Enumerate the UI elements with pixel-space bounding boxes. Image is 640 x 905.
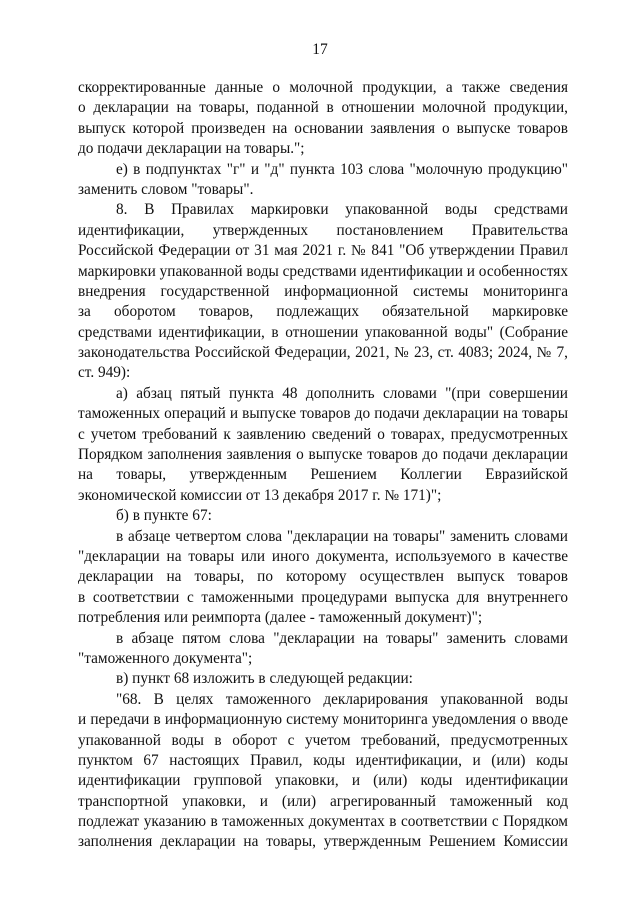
text-line: экономической комиссии от 13 декабря 2017 г. № 171)"; — [78, 486, 442, 504]
text-line: пунктом 67 настоящих Правил, коды идентификации, и (или) коды — [78, 751, 568, 769]
text-line: упакованной воды в оборот с учетом требований, предусмотренных — [78, 731, 568, 749]
text-line: в абзаце четвертом слова "декларации на товары" заменить словами — [116, 527, 568, 545]
text-line: на товары, утвержденным Решением Коллегии Евразийской — [78, 466, 568, 484]
text-line: транспортной упаковки, и (или) агрегированный таможенный код — [78, 792, 568, 810]
text-line: законодательства Российской Федерации, 2021, № 23, ст. 4083; 2024, № 7, — [78, 344, 568, 362]
text-line: таможенных операций и выпуске товаров до подачи декларации на товары — [78, 405, 568, 423]
text-line: потребления или реимпорта (далее - таможенный документ)"; — [78, 609, 483, 627]
document-body — [78, 78, 568, 853]
page-number: 17 — [312, 41, 328, 58]
text-line: "декларации на товары или иного документа, используемого в качестве — [78, 547, 568, 565]
text-line: до подачи декларации на товары."; — [78, 140, 305, 158]
text-line: 8. В Правилах маркировки упакованной воды средствами — [116, 201, 568, 219]
text-line: маркировки упакованной воды средствами идентификации и особенностях — [78, 262, 568, 280]
text-line: и передачи в информационную систему мониторинга уведомления о вводе — [78, 711, 568, 729]
text-line: ст. 949): — [78, 364, 131, 382]
text-line: б) в пункте 67: — [116, 507, 212, 525]
text-line: е) в подпунктах "г" и "д" пункта 103 слова "молочную продукцию" — [116, 160, 568, 178]
text-line: внедрения государственной информационной системы мониторинга — [78, 282, 568, 300]
text-line: "таможенного документа"; — [78, 649, 253, 667]
text-line: идентификации, утвержденных постановлением Правительства — [78, 221, 568, 239]
text-line: Порядком заполнения заявления о выпуске товаров до подачи декларации — [78, 446, 568, 464]
text-line: подлежат указанию в таможенных документах в соответствии с Порядком — [78, 813, 568, 831]
text-line: декларации на товары, по которому осуществлен выпуск товаров — [78, 568, 568, 586]
text-line: о декларации на товары, поданной в отношении молочной продукции, — [78, 99, 568, 117]
text-line: скорректированные данные о молочной продукции, а также сведения — [78, 79, 568, 96]
text-line: Российской Федерации от 31 мая 2021 г. № 841 "Об утверждении Правил — [78, 242, 568, 260]
text-line: выпуск которой произведен на основании заявления о выпуске товаров — [78, 119, 568, 137]
text-line: идентификации групповой упаковки, и (или) коды идентификации — [78, 772, 568, 790]
text-line: в) пункт 68 изложить в следующей редакции: — [116, 670, 413, 688]
text-line: за оборотом товаров, подлежащих обязательной маркировке — [78, 303, 568, 321]
text-line: заполнения декларации на товары, утвержденным Решением Комиссии — [78, 833, 568, 851]
text-line: заменить словом "товары". — [78, 180, 254, 198]
text-line: средствами идентификации, в отношении упакованной воды" (Собрание — [78, 323, 568, 341]
text-line: в соответствии с таможенными процедурами выпуска для внутреннего — [78, 588, 568, 606]
text-line: в абзаце пятом слова "декларации на товары" заменить словами — [116, 629, 568, 647]
text-line: с учетом требований к заявлению сведений о товарах, предусмотренных — [78, 425, 568, 443]
text-line: а) абзац пятый пункта 48 дополнить словами "(при совершении — [116, 384, 568, 402]
text-line: "68. В целях таможенного декларирования упакованной воды — [116, 690, 568, 708]
